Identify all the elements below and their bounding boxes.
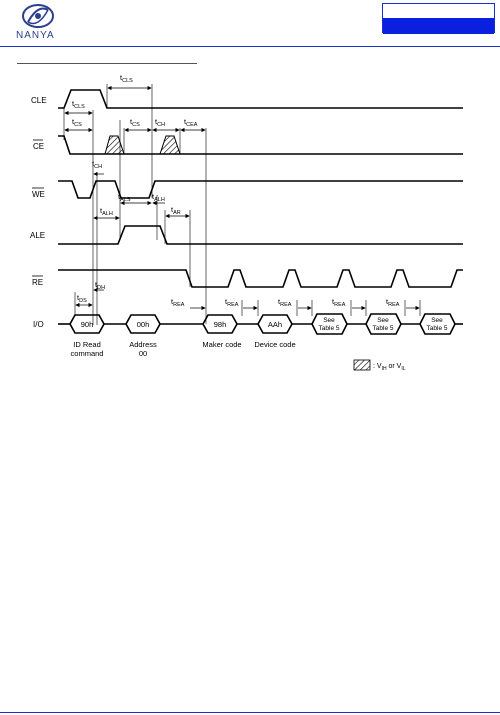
io-value-98h: 98h — [213, 320, 227, 329]
io-table-3: Table 5 — [426, 325, 448, 332]
label-tcs-2: $t_{CS}$ — [130, 117, 140, 128]
caption-address-value: 00 — [138, 349, 148, 358]
cle-waveform — [58, 90, 463, 108]
signal-ale-label: ALE — [30, 231, 46, 240]
io-value-00h: 00h — [136, 320, 150, 329]
signal-we-label: WE — [32, 190, 45, 199]
label-tcls: $t_{CLS}$ — [72, 99, 85, 110]
caption-address: Address — [129, 340, 157, 349]
label-trea-4: $t_{REA}$ — [332, 297, 346, 308]
ce-dontcare-2 — [160, 136, 180, 154]
label-tch-2: $t_{CH}$ — [92, 159, 103, 170]
signal-re-label: RE — [32, 278, 44, 287]
label-trea-3: $t_{REA}$ — [278, 297, 292, 308]
label-tds: $t_{DS}$ — [77, 293, 87, 304]
re-waveform — [58, 270, 463, 287]
brand-name: NANYA — [16, 30, 55, 41]
label-tdh: $t_{DH}$ — [95, 280, 106, 291]
label-trea-1: $t_{REA}$ — [171, 297, 185, 308]
caption-command: command — [70, 349, 104, 358]
io-value-aah: AAh — [267, 320, 283, 329]
reference-lines — [64, 84, 420, 325]
io-value-90h: 90h — [80, 320, 94, 329]
label-talh-2: $t_{ALH}$ — [100, 206, 113, 217]
io-see-3: See — [431, 317, 443, 324]
label-trea-2: $t_{REA}$ — [225, 297, 239, 308]
caption-id-read: ID Read — [73, 340, 101, 349]
io-bus — [58, 314, 463, 334]
label-tals: $t_{ALS}$ — [118, 192, 131, 203]
label-tch-1: $t_{CH}$ — [155, 117, 166, 128]
legend-text: : $V_{IH}$ or $V_{IL}$ — [373, 363, 406, 372]
legend-hatch-swatch — [354, 360, 370, 370]
ce-dontcare-1 — [105, 136, 124, 154]
io-table-1: Table 5 — [318, 325, 340, 332]
io-see-2: See — [377, 317, 389, 324]
signal-ce-label: CE — [33, 142, 45, 151]
label-tcea: $t_{CEA}$ — [184, 117, 198, 128]
label-tcls-top: $t_{CLS}$ — [120, 73, 133, 84]
signal-io-label: I/O — [33, 320, 44, 329]
signal-cle-label: CLE — [31, 96, 47, 105]
caption-maker-code: Maker code — [202, 340, 242, 349]
label-tar: $t_{AR}$ — [171, 205, 181, 216]
label-tcs-1: $t_{CS}$ — [72, 117, 82, 128]
caption-device-code: Device code — [254, 340, 296, 349]
io-see-1: See — [323, 317, 335, 324]
ale-waveform — [58, 226, 463, 244]
label-talh-1: $t_{ALH}$ — [152, 192, 165, 203]
io-table-2: Table 5 — [372, 325, 394, 332]
label-trea-5: $t_{REA}$ — [386, 297, 400, 308]
